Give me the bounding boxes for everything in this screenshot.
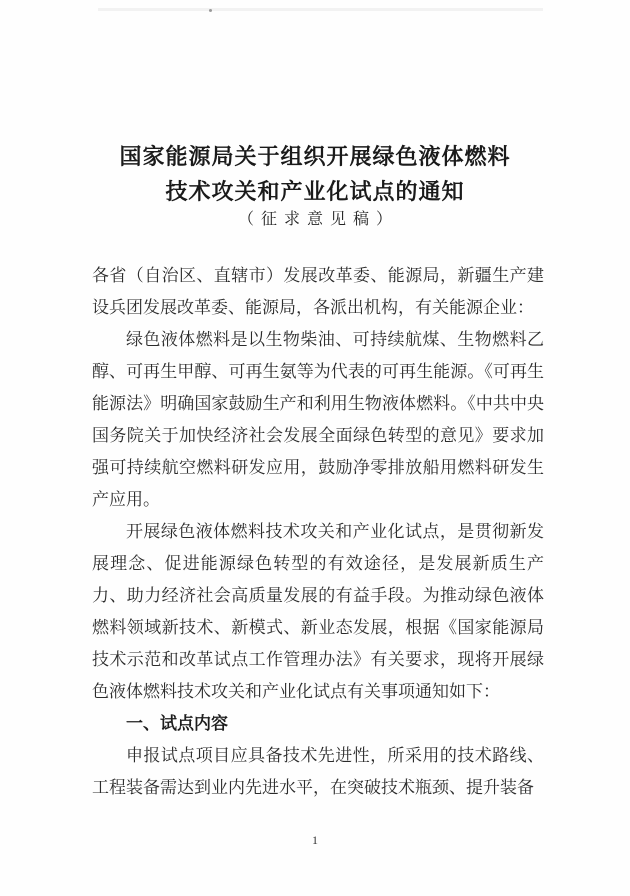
pilot-content-paragraph: 申报试点项目应具备技术先进性，所采用的技术路线、工程装备需达到业内先进水平，在突破技术瓶颈、提升装备 (92, 746, 544, 797)
scan-artifact-dot (209, 9, 212, 12)
document-body (92, 260, 544, 804)
section-1-heading: 一、试点内容 (126, 714, 228, 733)
salutation-paragraph: 各省（自治区、直辖市）发展改革委、能源局，新疆生产建设兵团发展改革委、能源局，各派出机构，有关能源企业： (92, 266, 544, 317)
scan-artifact-streak (98, 8, 543, 11)
document-subtitle: （征求意见稿） (237, 211, 399, 228)
page-number: 1 (312, 833, 318, 847)
document-title (0, 139, 630, 209)
document-title-line2: 技术攻关和产业化试点的通知 (165, 179, 465, 204)
purpose-paragraph: 开展绿色液体燃料技术攻关和产业化试点，是贯彻新发展理念、促进能源绿色转型的有效途径，是发展新质生产力、助力经济社会高质量发展的有益手段。为推动绿色液体燃料领域新技术、新模式、新业态发展，根据《国家能源局技术示范和改革试点工作管理办法》有关要求，现将开展绿色液体燃料技术攻关和产业化试点有关事项通知如下： (92, 522, 544, 701)
background-paragraph: 绿色液体燃料是以生物柴油、可持续航煤、生物燃料乙醇、可再生甲醇、可再生氨等为代表的可再生能源。《可再生能源法》明确国家鼓励生产和利用生物液体燃料。《中共中央 国务院关于加快经济社会发展全面绿色转型的意见》要求加强可持续航空燃料研发应用，鼓励净零排放船用燃料研发生产应用。 (92, 330, 544, 509)
document-title-line1: 国家能源局关于组织开展绿色液体燃料 (119, 144, 511, 169)
